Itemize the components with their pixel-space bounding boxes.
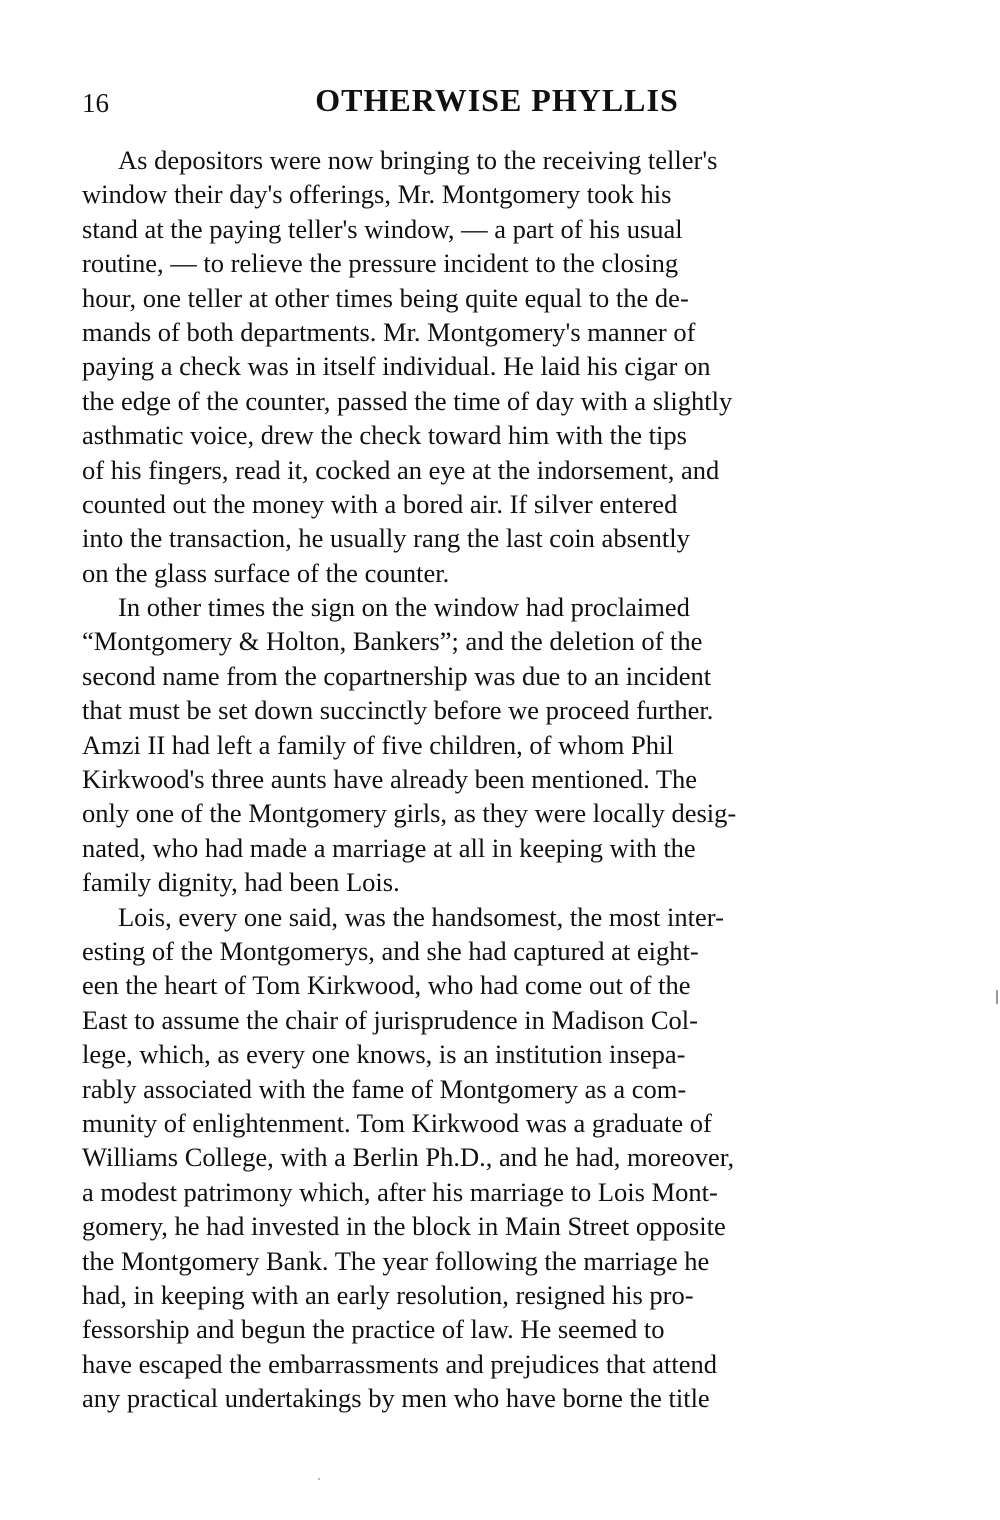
- text-line: asthmatic voice, drew the check toward him with the tips: [82, 420, 687, 451]
- text-line: paying a check was in itself individual. He laid his cigar on: [82, 351, 711, 382]
- text-line: mands of both departments. Mr. Montgomery's manner of: [82, 316, 696, 347]
- text-line: munity of enlightenment. Tom Kirkwood was a graduate of: [82, 1107, 712, 1138]
- margin-mark: [996, 990, 998, 1004]
- text-line: Lois, every one said, was the handsomest, the most inter-: [118, 901, 724, 932]
- text-line: hour, one teller at other times being quite equal to the de-: [82, 282, 689, 313]
- text-line: only one of the Montgomery girls, as they were locally desig-: [82, 798, 737, 829]
- page-header: [82, 82, 912, 126]
- text-line: counted out the money with a bored air. If silver entered: [82, 488, 678, 519]
- text-line: any practical undertakings by men who have borne the title: [82, 1383, 710, 1414]
- text-line: a modest patrimony which, after his marriage to Lois Mont-: [82, 1176, 718, 1207]
- text-line: second name from the copartnership was due to an incident: [82, 660, 712, 691]
- text-line: stand at the paying teller's window, — a part of his usual: [82, 213, 683, 244]
- text-line: Amzi II had left a family of five children, of whom Phil: [82, 729, 674, 760]
- text-line: As depositors were now bringing to the receiving teller's: [118, 145, 718, 175]
- text-line: lege, which, as every one knows, is an institution insepa-: [82, 1039, 686, 1070]
- text-line: fessorship and begun the practice of law. He seemed to: [82, 1314, 665, 1345]
- text-line: nated, who had made a marriage at all in keeping with the: [82, 832, 696, 863]
- text-line: the Montgomery Bank. The year following the marriage he: [82, 1245, 710, 1276]
- text-line: rably associated with the fame of Montgomery as a com-: [82, 1073, 687, 1104]
- paragraph: [82, 590, 912, 900]
- text-line: In other times the sign on the window had proclaimed: [118, 592, 690, 623]
- text-line: family dignity, had been Lois.: [82, 867, 400, 898]
- paragraph: [82, 900, 912, 1416]
- text-line: Kirkwood's three aunts have already been mentioned. The: [82, 764, 698, 795]
- text-line: into the transaction, he usually rang the last coin absently: [82, 523, 690, 554]
- paragraph: [82, 143, 912, 590]
- page-number: 16: [82, 88, 109, 118]
- text-line: have escaped the embarrassments and prejudices that attend: [82, 1348, 718, 1379]
- text-line: routine, — to relieve the pressure incident to the closing: [82, 248, 679, 279]
- text-line: esting of the Montgomerys, and she had captured at eight-: [82, 935, 699, 966]
- running-title: OTHERWISE PHYLLIS: [315, 82, 679, 118]
- text-line: the edge of the counter, passed the time of day with a slightly: [82, 385, 733, 416]
- text-line: een the heart of Tom Kirkwood, who had come out of the: [82, 970, 691, 1001]
- body-text: [82, 143, 912, 1415]
- text-line: had, in keeping with an early resolution, resigned his pro-: [82, 1279, 694, 1310]
- text-line: that must be set down succinctly before we proceed further.: [82, 695, 714, 726]
- text-line: Williams College, with a Berlin Ph.D., and he had, moreover,: [82, 1142, 735, 1173]
- text-line: East to assume the chair of jurisprudence in Madison Col-: [82, 1004, 698, 1035]
- text-line: gomery, he had invested in the block in Main Street opposite: [82, 1211, 726, 1242]
- scan-speck: [318, 1478, 320, 1480]
- text-line: window their day's offerings, Mr. Montgomery took his: [82, 179, 672, 210]
- text-line: on the glass surface of the counter.: [82, 557, 450, 588]
- text-line: “Montgomery & Holton, Bankers”; and the deletion of the: [82, 626, 703, 657]
- text-line: of his fingers, read it, cocked an eye at the indorsement, and: [82, 454, 720, 485]
